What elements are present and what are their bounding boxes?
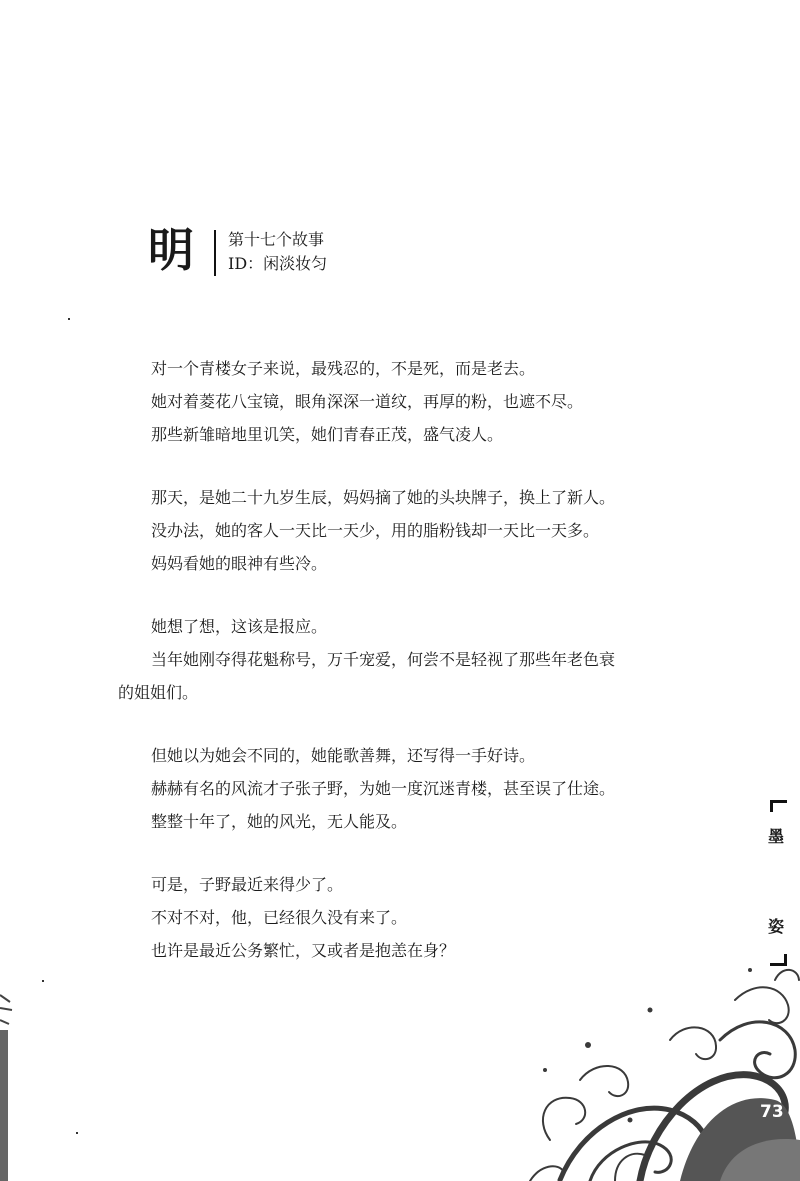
- floral-swirl-ornament: [520, 950, 800, 1181]
- side-title-char: 墨: [768, 827, 785, 846]
- scan-speck: [68, 318, 70, 320]
- page-edge-decoration: [0, 990, 14, 1181]
- scan-speck: [42, 980, 44, 982]
- text-line: 赫赫有名的风流才子张子野，为她一度沉迷青楼，甚至误了仕途。: [151, 779, 616, 798]
- title-subtitle: [228, 228, 327, 276]
- text-line: 妈妈看她的眼神有些冷。: [151, 554, 328, 573]
- text-line: 那些新雏暗地里讥笑，她们青春正茂，盛气凌人。: [151, 425, 504, 444]
- side-title-char: 姿: [768, 917, 785, 936]
- story-body: [118, 352, 708, 997]
- text-line: 对一个青楼女子来说，最残忍的，不是死，而是老去。: [151, 359, 536, 378]
- text-line: 没办法，她的客人一天比一天少，用的脂粉钱却一天比一天多。: [151, 521, 600, 540]
- text-line: 当年她刚夺得花魁称号，万千宠爱，何尝不是轻视了那些年老色衰: [151, 650, 616, 669]
- paragraph: [118, 481, 708, 580]
- title-character: 明: [148, 223, 194, 277]
- scan-speck: [76, 1132, 78, 1134]
- side-book-title: [762, 800, 794, 966]
- author-id: ID：闲淡妆匀: [228, 254, 328, 273]
- paragraph: [118, 739, 708, 838]
- text-line: 也许是最近公务繁忙，又或者是抱恙在身？: [151, 941, 456, 960]
- text-line: 她对着菱花八宝镜，眼角深深一道纹，再厚的粉，也遮不尽。: [151, 392, 584, 411]
- text-line: 但她以为她会不同的，她能歌善舞，还写得一手好诗。: [151, 746, 536, 765]
- text-line: 整整十年了，她的风光，无人能及。: [151, 812, 408, 831]
- story-number: 第十七个故事: [228, 230, 325, 249]
- text-line: 不对不对，他，已经很久没有来了。: [151, 908, 408, 927]
- text-line: 那天，是她二十九岁生辰，妈妈摘了她的头块牌子，换上了新人。: [151, 488, 616, 507]
- paragraph: [118, 610, 708, 709]
- text-line: 可是，子野最近来得少了。: [151, 875, 344, 894]
- text-line: 她想了想，这该是报应。: [151, 617, 328, 636]
- paragraph: [118, 352, 708, 451]
- page-number: 73: [760, 1102, 784, 1122]
- title-divider: [214, 230, 216, 276]
- text-line: 的姐姐们。: [118, 683, 199, 702]
- bracket-open-icon: [770, 800, 787, 812]
